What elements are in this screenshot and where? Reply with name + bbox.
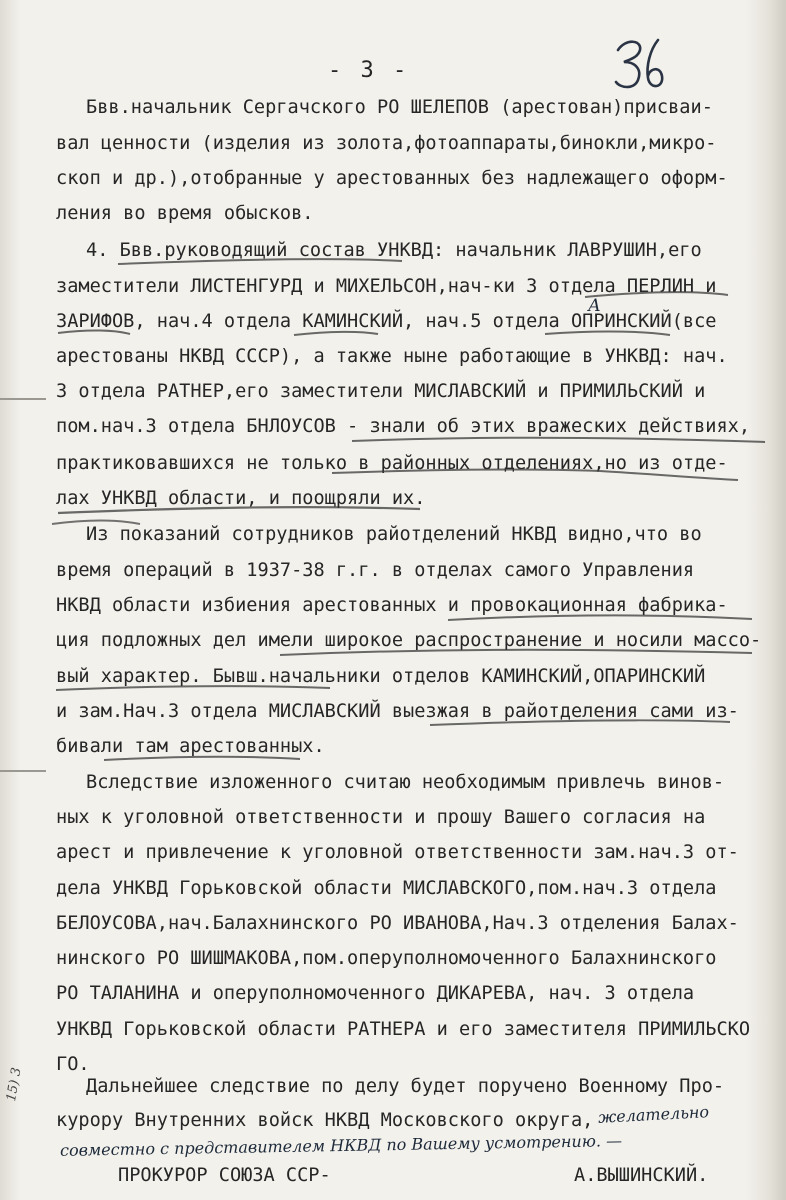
text-line: время операций в 1937-38 г.г. в отделах самого Управления — [56, 560, 695, 581]
text-line: арестованы НКВД СССР), а также ныне работающие в УНКВД: нач. — [56, 346, 728, 367]
text-line: УНКВД Горьковской области РАТНЕРА и его заместителя ПРИМИЛЬСКО — [56, 1019, 751, 1040]
text-line: заместители ЛИСТЕНГУРД и МИХЕЛЬСОН,нач-ки 3 отдела ПЕРЛИН и — [56, 276, 717, 297]
text-line: ция подложных дел имели широкое распространение и носили массо- — [56, 630, 762, 651]
text-line: вал ценности (изделия из золота,фотоаппараты,бинокли,микро- — [56, 133, 717, 154]
page-number: - 3 - — [328, 58, 410, 83]
text-line: пом.нач.3 отдела БНЛОУСОВ - знали об этих вражеских действиях, — [56, 416, 751, 437]
paper-left-edge — [0, 0, 20, 1200]
text-line: бивали там арестованных. — [56, 736, 325, 757]
text-line: вый характер. Бывш.начальники отделов КАМИНСКИЙ,ОПАРИНСКИЙ — [56, 666, 706, 687]
handwritten-correction: А — [588, 296, 601, 316]
text-line: Вследствие изложенного считаю необходимым привлечь винов- — [86, 772, 725, 793]
text-line: Дальнейшее следствие по делу будет поручено Военному Про- — [86, 1076, 725, 1097]
handwritten-folio-number — [612, 36, 666, 92]
text-line: нинского РО ШИШМАКОВА,пом.оперуполномоченного Балахнинского — [56, 948, 717, 969]
paper-right-edge — [746, 0, 786, 1200]
handwritten-insert: совместно с представителем НКВД по Вашему усмотрению. — — [59, 1131, 623, 1160]
text-line: дела УНКВД Горьковской области МИСЛАВСКОГО,пом.нач.3 отдела — [56, 878, 717, 899]
text-line: РО ТАЛАНИНА и оперуполномоченного ДИКАРЕВА, нач. 3 отдела — [56, 983, 695, 1004]
binder-line — [0, 398, 46, 400]
binder-line — [0, 770, 46, 772]
text-line: Бвв.начальник Сергачского РО ШЕЛЕПОВ (арестован)присваи- — [86, 97, 713, 118]
handwritten-insert: желательно — [597, 1102, 710, 1127]
signature-title: ПРОКУРОР СОЮЗА ССР- — [118, 1165, 331, 1186]
text-line: БЕЛОУСОВА,нач.Балахнинского РО ИВАНОВА,Нач.3 отделения Балах- — [56, 913, 739, 934]
text-line: ных к уголовной ответственности и прошу Вашего согласия на — [56, 807, 706, 828]
text-line: ЗАРИФОВ, нач.4 отдела КАМИНСКИЙ, нач.5 отдела ОПРИНСКИЙ(все — [56, 311, 717, 332]
text-line: ГО. — [56, 1054, 90, 1075]
text-line: НКВД области избиения арестованных и провокационная фабрика- — [56, 595, 728, 616]
text-line: курору Внутренних войск НКВД Московского округа, — [56, 1110, 594, 1131]
text-line: практиковавшихся не только в районных отделениях,но из отде- — [56, 453, 728, 474]
text-line: лах УНКВД области, и поощряли их. — [56, 488, 426, 509]
text-line: арест и привлечение к уголовной ответственности зам.нач.3 от- — [56, 842, 739, 863]
text-line: скоп и др.),отобранные у арестованных без надлежащего оформ- — [56, 168, 728, 189]
text-line: 4. Бвв.руководящий состав УНКВД: начальник ЛАВРУШИН,его — [86, 240, 702, 261]
margin-note: 15) 3 — [4, 1066, 25, 1103]
signature-name: А.ВЫШИНСКИЙ. — [574, 1165, 709, 1186]
text-line: и зам.Нач.3 отдела МИСЛАВСКИЙ выезжая в райотделения сами из- — [56, 701, 739, 722]
text-line: ления во время обысков. — [56, 203, 314, 224]
text-line: Из показаний сотрудников райотделений НКВД видно,что во — [86, 524, 702, 545]
text-line: 3 отдела РАТНЕР,его заместители МИСЛАВСКИЙ и ПРИМИЛЬСКИЙ и — [56, 381, 706, 402]
